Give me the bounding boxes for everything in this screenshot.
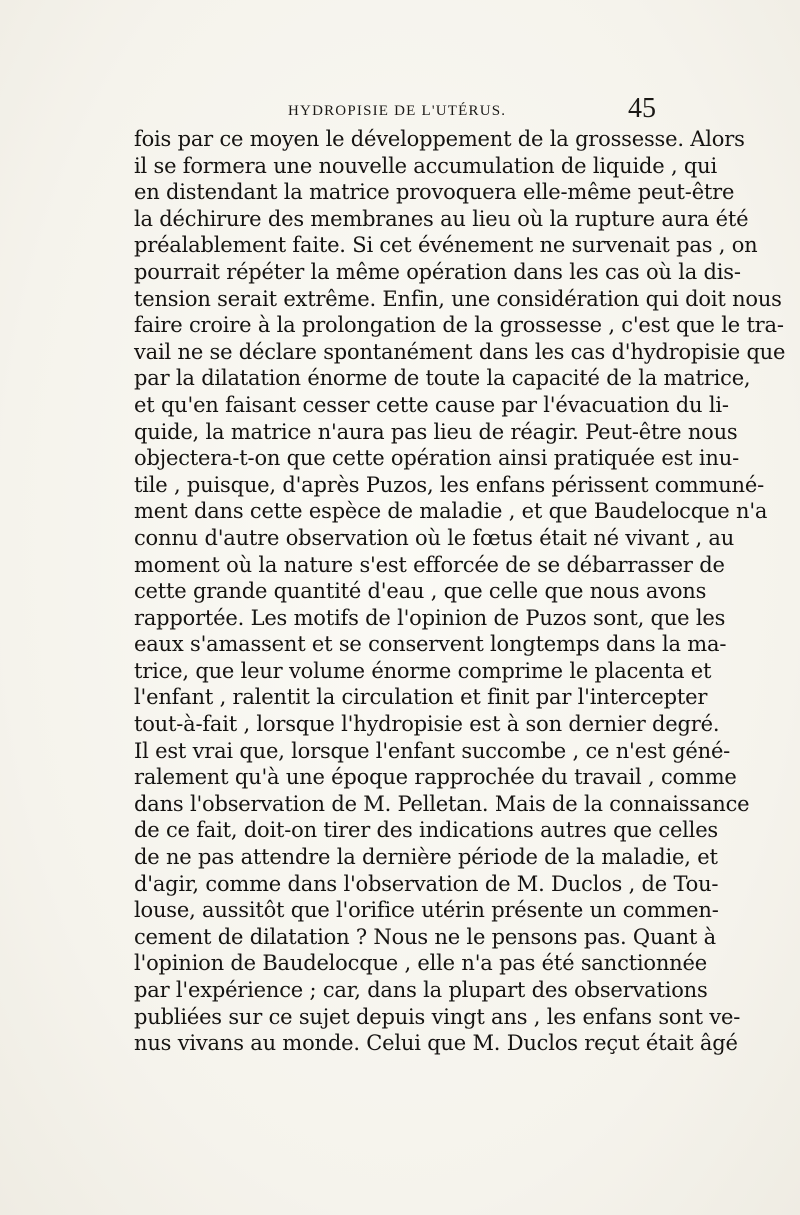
text-line: moment où la nature s'est efforcée de se débarrasser de [134,552,725,577]
text-line: Il est vrai que, lorsque l'enfant succombe , ce n'est géné- [134,738,731,763]
text-line: par l'expérience ; car, dans la plupart des observations [134,978,708,1002]
text-line: eaux s'amassent et se conservent longtemps dans la ma- [134,632,727,657]
text-line: il se formera une nouvelle accumulation de liquide , qui [134,153,717,178]
text-line: vail ne se déclare spontanément dans les cas d'hydropisie que [134,339,786,364]
text-line: pourrait répéter la même opération dans les cas où la dis- [134,259,741,284]
text-line: l'enfant , ralentit la circulation et finit par l'intercepter [134,685,708,710]
text-line: tile , puisque, d'après Puzos, les enfans périssent communé- [134,472,764,497]
text-line: connu d'autre observation où le fœtus était né vivant , au [134,525,735,550]
text-line: et qu'en faisant cesser cette cause par l'évacuation du li- [134,392,729,417]
text-line: objectera-t-on que cette opération ainsi pratiquée est inu- [134,446,739,471]
text-line: de ne pas attendre la dernière période de la maladie, et [134,845,718,870]
text-line: quide, la matrice n'aura pas lieu de réagir. Peut-être nous [134,419,738,444]
text-line: cement de dilatation ? Nous ne le pensons pas. Quant à [134,924,716,949]
text-line: ralement qu'à une époque rapprochée du travail , comme [134,765,737,790]
text-line: louse, aussitôt que l'orifice utérin présente un commen- [134,898,719,923]
text-line: fois par ce moyen le développement de la grossesse. Alors [134,127,745,151]
text-line: dans l'observation de M. Pelletan. Mais de la connaissance [134,791,750,816]
text-line: tout-à-fait , lorsque l'hydropisie est à son dernier degré. [134,712,720,737]
text-line: préalablement faite. Si cet événement ne survenait pas , on [134,233,758,258]
text-line: l'opinion de Baudelocque , elle n'a pas été sanctionnée [134,951,707,976]
text-line: par la dilatation énorme de toute la capacité de la matrice, [134,366,751,391]
body-text [134,126,786,1057]
text-line: publiées sur ce sujet depuis vingt ans , les enfans sont ve- [134,1004,741,1029]
page-number: 45 [628,93,656,124]
text-line: en distendant la matrice provoquera elle-même peut-être [134,180,735,205]
text-line: d'agir, comme dans l'observation de M. Duclos , de Tou- [134,871,719,896]
text-line: trice, que leur volume énorme comprime le placenta et [134,658,712,683]
text-line: rapportée. Les motifs de l'opinion de Puzos sont, que les [134,605,726,630]
running-title: HYDROPISIE DE L'UTÉRUS. [288,103,507,119]
text-line: ment dans cette espèce de maladie , et que Baudelocque n'a [134,499,768,524]
text-line: cette grande quantité d'eau , que celle que nous avons [134,579,707,604]
text-line: de ce fait, doit-on tirer des indications autres que celles [134,818,719,843]
text-line: tension serait extrême. Enfin, une considération qui doit nous [134,286,782,311]
text-line: nus vivans au monde. Celui que M. Duclos reçut était âgé [134,1031,738,1056]
text-line: la déchirure des membranes au lieu où la rupture aura été [134,206,749,231]
text-line: faire croire à la prolongation de la grossesse , c'est que le tra- [134,313,784,338]
